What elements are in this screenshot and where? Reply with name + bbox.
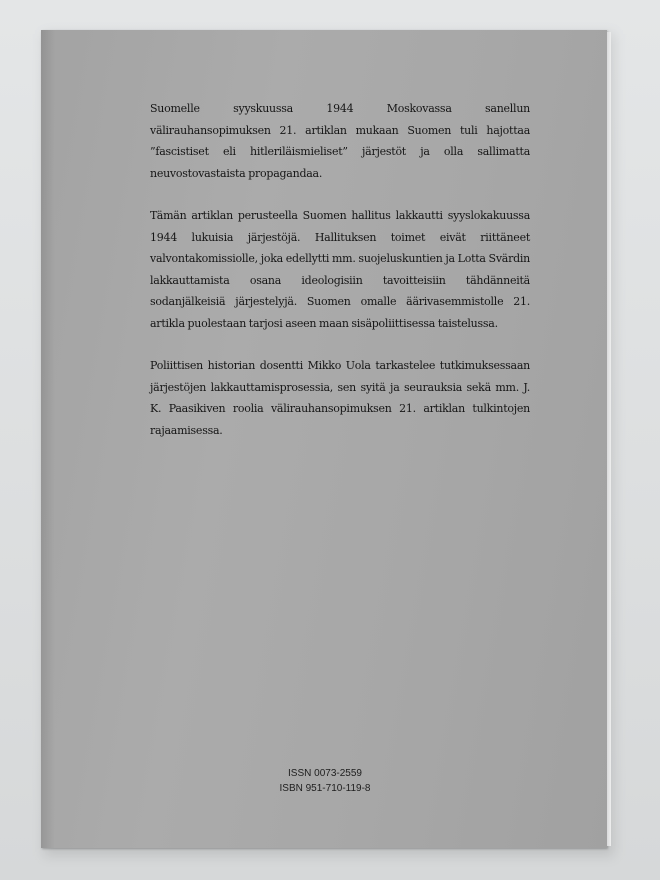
isbn-block [240, 766, 410, 796]
blurb-paragraph-3: Poliittisen historian dosentti Mikko Uola tarkastelee tutkimuksessaan järjestöjen lakkauttamisprosessia, sen syitä ja seurauksia sekä mm. J. K. Paasikiven roolia välirauhansopimuksen 21. artiklan tulkintojen rajaamisessa. [150, 359, 530, 437]
issn-number: ISSN 0073-2559 [288, 768, 362, 779]
blurb-paragraph-1: Suomelle syyskuussa 1944 Moskovassa sanellun välirauhansopimuksen 21. artiklan mukaan Suomen tuli hajottaa ”fascistiset eli hitleriläismieliset” järjestöt ja olla sallimatta neuvostovastaista propagandaa. [150, 102, 530, 180]
blurb-text [150, 98, 530, 462]
blurb-paragraph-2: Tämän artiklan perusteella Suomen hallitus lakkautti syyslokakuussa 1944 lukuisia järjestöjä. Hallituksen toimet eivät riittäneet valvontakomissiolle, joka edellytti mm. suojeluskuntien ja Lotta Svärdin lakkauttamista osana ideologisiin tavoitteisiin tähdänneitä sodanjälkeisiä järjestelyjä. Suomen omalle äärivasemmistolle 21. artikla puolestaan tarjosi aseen maan sisäpoliittisessa taistelussa. [150, 209, 530, 330]
isbn-number: ISBN 951-710-119-8 [279, 783, 371, 794]
spine-shade [41, 30, 55, 848]
page-edge [607, 32, 611, 846]
